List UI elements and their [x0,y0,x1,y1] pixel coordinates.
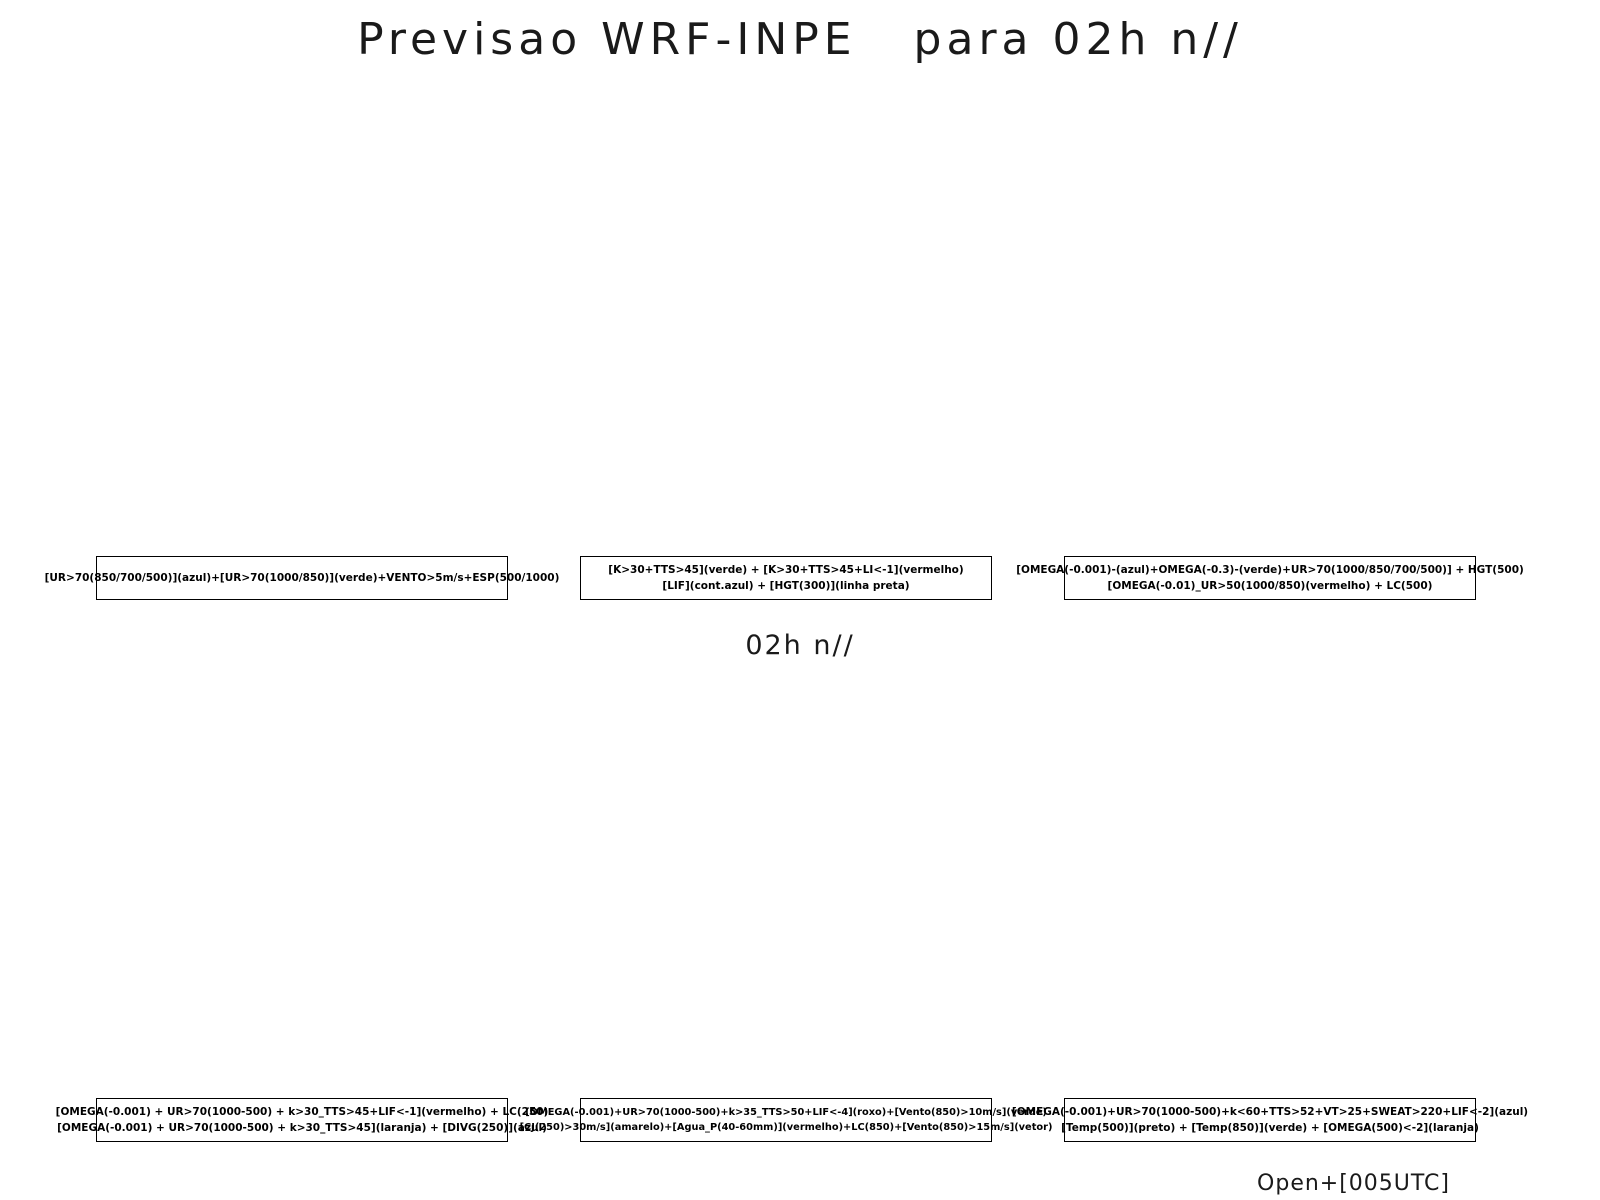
map-panel-top-left [96,90,508,550]
map-panel-top-right [1064,90,1476,550]
map-panel-top-center [580,90,992,550]
legend-line: [OMEGA(-0.001)-(azul)+OMEGA(-0.3)-(verde)+UR>70(1000/850/700/500)] + HGT(500) [1016,563,1524,576]
legend-box-top-left [44,556,560,600]
map-panel-bottom-left [96,680,508,1090]
legend-line: [K>30+TTS>45](verde) + [K>30+TTS>45+LI<-1](vermelho) [608,563,964,576]
footer-label: Open+[005UTC] [1257,1171,1450,1196]
legend-line: [OMEGA(-0.001) + UR>70(1000-500) + k>30_TTS>45+LIF<-1](vermelho) + LC(250) [55,1105,549,1118]
legend-box-bottom-right [1011,1098,1529,1142]
map-panel-bottom-center [580,680,992,1090]
legend-line: [OMEGA(-0.001) + UR>70(1000-500) + k>30_TTS>45](laranja) + [DIVG(250)](azul) [57,1122,547,1134]
legend-line: [CJ(250)>30m/s](amarelo)+[Agua_P(40-60mm)](vermelho)+LC(850)+[Vento(850)>15m/s](vetor) [519,1122,1053,1133]
legend-box-bottom-center [519,1098,1053,1142]
legend-box-top-right [1016,556,1524,600]
legend-line: [OMEGA(-0.001)+UR>70(1000-500)+k>35_TTS>50+LIF<-4](roxo)+[Vento(850)>10m/s](verde) [525,1106,1047,1118]
mid-subtitle: 02h n// [745,630,855,661]
legend-box-bottom-left [55,1098,549,1142]
legend-line: [OMEGA(-0.001)+UR>70(1000-500)+k<60+TTS>52+VT>25+SWEAT>220+LIF<-2](azul) [1011,1105,1529,1118]
legend-line: [OMEGA(-0.01)_UR>50(1000/850)(vermelho) + LC(500) [1107,580,1433,592]
legend-box-top-center [580,556,992,600]
page-title: Previsao WRF-INPE para 02h n// [357,14,1243,65]
legend-line: [LIF](cont.azul) + [HGT(300)](linha preta) [662,580,910,592]
legend-line: [Temp(500)](preto) + [Temp(850)](verde) + [OMEGA(500)<-2](laranja) [1061,1122,1479,1134]
map-panel-bottom-right [1064,680,1476,1090]
legend-line: [UR>70(850/700/500)](azul)+[UR>70(1000/850)](verde)+VENTO>5m/s+ESP(500/1000) [44,571,560,584]
